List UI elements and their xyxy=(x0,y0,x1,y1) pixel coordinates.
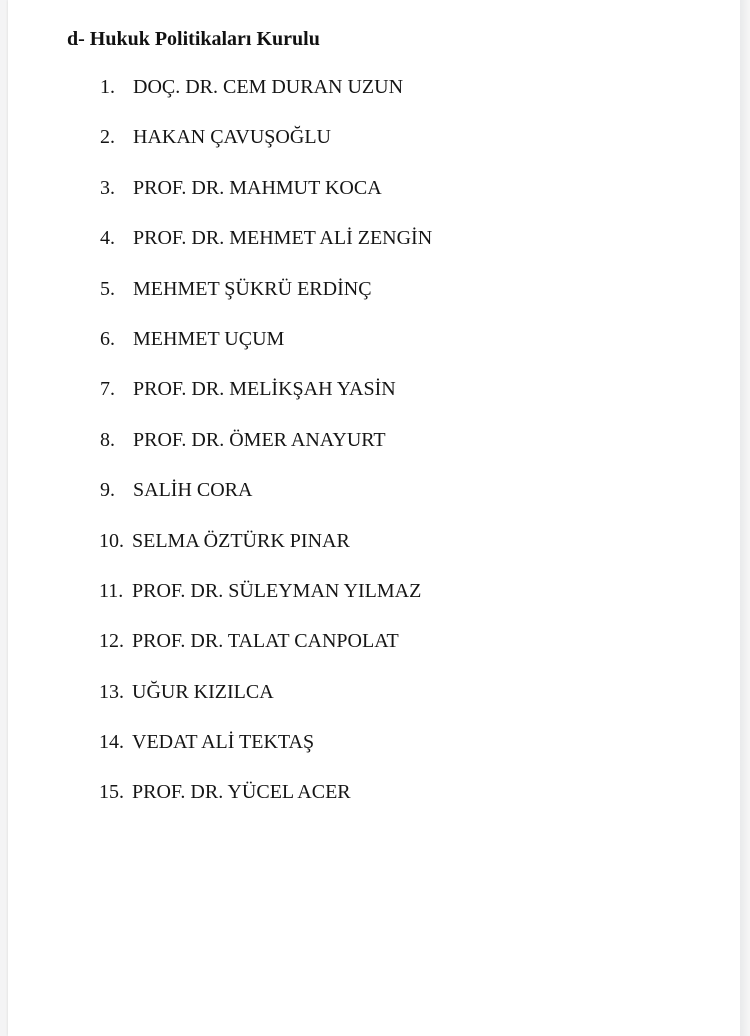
member-name: PROF. DR. TALAT CANPOLAT xyxy=(132,630,399,653)
section-heading: d- Hukuk Politikaları Kurulu xyxy=(67,28,320,50)
item-number: 12. xyxy=(99,630,124,653)
item-number: 1. xyxy=(100,76,115,98)
member-name: VEDAT ALİ TEKTAŞ xyxy=(132,731,315,754)
item-number: 7. xyxy=(100,378,115,401)
item-number: 2. xyxy=(100,126,115,149)
paper-sheet xyxy=(8,0,740,1036)
item-number: 4. xyxy=(100,227,115,250)
page-edge-shadow xyxy=(740,0,750,1036)
item-number: 8. xyxy=(100,428,115,451)
member-name: MEHMET UÇUM xyxy=(133,327,285,350)
item-number: 15. xyxy=(99,781,124,804)
member-name: PROF. DR. SÜLEYMAN YILMAZ xyxy=(132,579,422,602)
member-name: PROF. DR. MAHMUT KOCA xyxy=(133,176,382,199)
member-name: HAKAN ÇAVUŞOĞLU xyxy=(133,126,331,149)
item-number: 3. xyxy=(100,176,115,199)
item-number: 6. xyxy=(100,327,115,350)
item-number: 5. xyxy=(100,277,115,300)
item-number: 9. xyxy=(100,479,115,502)
member-name: SELMA ÖZTÜRK PINAR xyxy=(132,529,350,552)
member-name: PROF. DR. MEHMET ALİ ZENGİN xyxy=(133,227,433,250)
item-number: 14. xyxy=(99,731,124,754)
member-name: UĞUR KIZILCA xyxy=(132,680,274,703)
member-name: MEHMET ŞÜKRÜ ERDİNÇ xyxy=(133,277,372,300)
item-number: 13. xyxy=(99,680,124,703)
member-name: PROF. DR. ÖMER ANAYURT xyxy=(133,428,386,451)
member-name: PROF. DR. MELİKŞAH YASİN xyxy=(133,378,396,401)
member-name: DOÇ. DR. CEM DURAN UZUN xyxy=(133,76,404,98)
member-name: PROF. DR. YÜCEL ACER xyxy=(132,781,351,804)
item-number: 11. xyxy=(99,579,124,602)
member-name: SALİH CORA xyxy=(133,479,253,502)
item-number: 10. xyxy=(99,529,124,552)
